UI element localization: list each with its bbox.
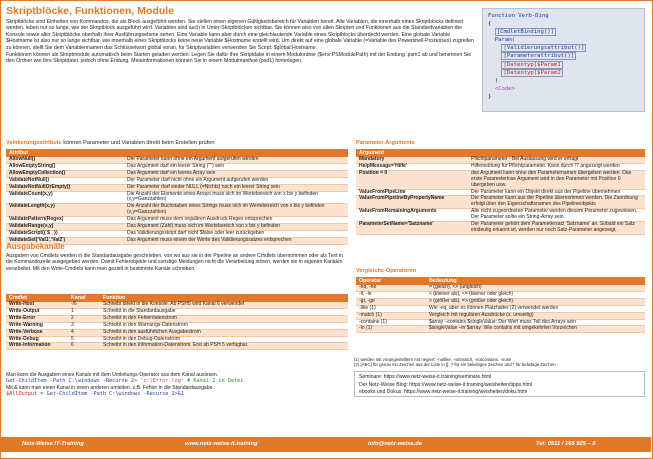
cell-description: Die Anzahl der Elemente eines Arrays muss sich im Wertebereich von x bis y befinden (x,y=Ganzzahlen)	[124, 191, 348, 204]
cell-function: Schreibt in den Warnungs-Datenstrom	[100, 322, 348, 329]
ausgabe-heading: Ausgabekanäle	[6, 242, 65, 251]
table-row	[6, 308, 348, 315]
validation-table	[6, 149, 348, 245]
cell-cmdlet: Write-Information	[6, 343, 68, 350]
cell-argument: ParameterSetName='Satzname'	[356, 222, 468, 235]
code-line: {	[488, 21, 492, 28]
param-args-table	[356, 149, 645, 235]
code-line	[488, 69, 639, 77]
column-header: Argument	[356, 149, 468, 157]
cell-argument: ValueFromRemainingArguments	[356, 209, 468, 222]
cell-attribute: AllowEmptyCollection()	[6, 170, 124, 177]
cell-operator: -lt, -le	[356, 291, 426, 298]
redirect-code-1: Get-ChildItem -Path C:\windows -Recurse 2> 'c:\Error.log' # Kanal 2 in Datei	[6, 378, 244, 385]
cell-description: das Argument kann ohne den Parameternamen übergeben werden. Das erste Parameterlose Argument wird in den Parameter mit Position 0 übergeben usw.	[468, 170, 645, 189]
code-line	[488, 52, 639, 60]
code-token: [Validierungsattribut()]	[503, 45, 585, 52]
blog-link[interactable]: Der Netz-Weise Blog: https://www.netz-weise-it.training/weisheiten/tipps.html	[359, 381, 533, 388]
redirect-text-1: Man kann die Ausgaben eines Kanals mit dem Umleitungs-Operator aus dem Kanal auslesen.	[6, 372, 219, 378]
column-header: Kanal	[68, 294, 100, 302]
cell-description: Alle nicht zugeordneten Parameter werden diesem Parameter zugewiesen. Der Parameter sollte ein String-Array sein.	[468, 209, 645, 222]
cell-attribute: AllowNull()	[6, 157, 124, 163]
cell-attribute: ValidatePattern(Regex)	[6, 217, 124, 224]
cell-channel: -/6	[68, 302, 100, 308]
footer-phone: Tel: 0511 / 165 925 – 0	[536, 441, 596, 447]
cell-cmdlet: Write-Error	[6, 315, 68, 322]
cell-channel: 2	[68, 315, 100, 322]
column-header: Funktion	[100, 294, 348, 302]
cell-description: Der Parameter darf nicht ohne ein Argument aufgerufen werden	[124, 177, 348, 184]
cell-attribute: ValidateLength(x,y)	[6, 204, 124, 217]
cell-description: Die Anzahl der Buchstaben eines Strings muss sich im Wertebereich von x bis y befinden (x,y=Ganzzahlen)	[124, 204, 348, 217]
cell-attribute: AllowEmptyString()	[6, 163, 124, 170]
page-title: Skriptblöcke, Funktionen, Module	[6, 5, 175, 17]
code-line	[488, 28, 639, 36]
code-token: [Datentyp]$Param1	[503, 61, 561, 68]
cell-argument: Mandatory	[356, 157, 468, 163]
code-token: [CmdletBinding()]	[496, 29, 555, 36]
code-line	[488, 44, 639, 52]
cell-function: Schreibt in den ausführlichen Ausgabestrom	[100, 329, 348, 336]
table-row	[356, 326, 645, 333]
redirect-explanation	[6, 372, 348, 397]
table-row	[356, 312, 645, 319]
footer-bar	[0, 437, 651, 452]
table-row	[6, 329, 348, 336]
validation-heading: Validierungsattribute können Parameter und Variablen direkt beim Erstellen prüfen	[6, 140, 215, 146]
footer-company: Netz-Weise IT-Training	[22, 441, 84, 447]
cell-channel: 4	[68, 329, 100, 336]
code-line	[488, 77, 639, 85]
cell-operator: -gt, -ge	[356, 298, 426, 305]
code-token: Param(	[494, 37, 515, 44]
column-header: Attribut	[6, 149, 124, 157]
cell-operator: -eq, -ne	[356, 285, 426, 291]
ebooks-link[interactable]: ebooks und Dokus: https://www.netz-weise-it.training/weisheiten/doku.html	[359, 389, 528, 396]
cell-description: Der Parameter kann ein Objekt direkt aus der Pipeline übernehmen	[468, 189, 645, 196]
table-row	[356, 222, 645, 235]
table-row	[6, 191, 348, 204]
cell-description: Der Parameter gehört dem Parametersatz 'Satzname' an. Sobald ein Satz eindeutig erkannt ist, werden nur noch Satz-Parameter angezeigt.	[468, 222, 645, 235]
table-row	[6, 184, 348, 191]
cell-description: Der Parameter darf weder NULL (=Nichts) noch ein leerer String sein	[124, 184, 348, 191]
seminar-link[interactable]: Seminare: https://www.netz-weise-it.training/seminare.html	[359, 374, 492, 380]
cell-description: Der Parameter kann aus der Pipeline übernommen werden. Die Zuordnung erfolgt über den Eigenschaftsnamen des Pipelineobjekts	[468, 196, 645, 209]
cell-attribute: ValidateNotNull()	[6, 177, 124, 184]
column-header: Operator	[356, 277, 426, 285]
code-line	[488, 85, 639, 93]
cell-function: Schreibt in die Standardausgabe	[100, 308, 348, 315]
cell-cmdlet: Write-Verbose	[6, 329, 68, 336]
operators-heading: Vergleichs-Operatoren	[356, 268, 416, 274]
code-token: <Code>	[494, 85, 515, 92]
cell-channel: 5	[68, 336, 100, 343]
cell-attribute: ValidateCount(x,y)	[6, 191, 124, 204]
cell-operator: -in (1)	[356, 326, 426, 333]
code-line: Function Verb-Ding	[488, 13, 549, 19]
cell-argument: ValueFromPipelineByPropertyName	[356, 196, 468, 209]
column-header: Bedeutung	[426, 277, 645, 285]
cell-argument: ValueFromPipeLine	[356, 189, 468, 196]
table-row	[356, 170, 645, 189]
cell-description: Das Argument darf ein leerer String ("") sein	[124, 163, 348, 170]
code-line: }	[488, 93, 492, 100]
param-args-heading: Parameter-Argumente	[356, 140, 415, 146]
cell-argument: Position = 0	[356, 170, 468, 189]
redirect-code-2: $AllOutput = Get-ChildItem -Path C:\windows -Recurse 2>&1	[6, 390, 185, 397]
cell-meaning: $array –contains $singleValue: Der Wert muss Teil des Arrays sein	[426, 319, 645, 326]
cell-attribute: ValidateScript({ $_ })	[6, 230, 124, 237]
cell-meaning: Vergleich mit regulären Ausdrücke (s. umseitig)	[426, 312, 645, 319]
cell-description: Hilfemeldung für Pflichtparameter. Kann durch !? angezeigt werden	[468, 163, 645, 170]
cell-meaning: = (gleich), <> (ungleich)	[426, 285, 645, 291]
cell-description: Das Argument (Zahl) muss sich im Wertebereich von x bis y befinden	[124, 224, 348, 231]
cell-channel: 6	[68, 343, 100, 350]
cell-meaning: < (kleiner als), <= (kleiner oder gleich)	[426, 291, 645, 298]
cell-cmdlet: Write-Warning	[6, 322, 68, 329]
cell-operator: -match (1)	[356, 312, 426, 319]
cell-attribute: ValidateSet('Val1','Val2')	[6, 237, 124, 244]
cell-cmdlet: Write-Debug	[6, 336, 68, 343]
operators-table	[356, 277, 645, 333]
cell-description: Das Argument muss dem regulären Ausdruck Regex entsprechen	[124, 217, 348, 224]
cell-description: Pflichtparameter - Bei Auslassung wird er erfragt	[468, 157, 645, 163]
cell-function: Schreibt in den Information-Datenstrom. Erst ab PSH 5 verfügbar.	[100, 343, 348, 350]
code-token: )	[494, 77, 499, 84]
cell-cmdlet: Write-Host	[6, 302, 68, 308]
code-token: [Parameterattribut()]	[503, 53, 575, 60]
cell-meaning: Wie -eq, aber es können Platzhalter (2) verwendet werden	[426, 305, 645, 312]
operator-footnotes	[354, 357, 644, 367]
table-row	[356, 209, 645, 222]
code-token: [Datentyp]$Param2	[503, 69, 561, 76]
cell-description: Das Argument darf ein leeres Array sein	[124, 170, 348, 177]
cell-channel: 3	[68, 322, 100, 329]
code-line	[488, 36, 639, 44]
cell-argument: HelpMessage='Hilfe'	[356, 163, 468, 170]
cell-description: Das Argument muss einem der Werte des Validierungssatzes entsprechen	[124, 237, 348, 244]
column-header: Cmdlet	[6, 294, 68, 302]
footnote-2: (2) [ABC] für genau ein Zeichen aus der Liste in [], ? für ein beliebiges Zeichen und * für beliebige Zeichen	[354, 362, 556, 368]
cell-function: Schreibt direkt in die Konsole. Ab PSH5 wird Kanal 6 verwendet	[100, 302, 348, 308]
cell-description: Der Parameter kann ohne ein Argument aufgerufen werden	[124, 157, 348, 163]
function-template-code	[482, 8, 645, 112]
cell-meaning: $singleValue –in $array: Wie contains mit umgekehrten Vorzeichen	[426, 326, 645, 333]
footer-email[interactable]: info@netz-weise.de	[368, 441, 422, 447]
footer-website[interactable]: www.netz-weise-it.training	[185, 441, 258, 447]
intro-paragraph-1: Skriptblöcke sind Einheiten von Kommandos, die als Block ausgeführt werden. Sie stellen einen eigenen Gültigkeitsbereich für Variablen bereit. Alle Variablen, die innerhalb eines Skriptblocks definiert werden, leben nur so lange, wie der Skriptblock ausgeführt wird. Variablen sind auch in Unter-Skriptblöcken sichtbar. Sie können also von allen Skripten und Funktionen aus die Standardvariablen der Konsole sowie aller Skriptblöcke oberhalb ihrer Ausführungsebene sehen. Eine Variable kann aber durch eine gleichlautende Variable eines Skriptblocks überdeckt werden. Eine globale Variable $Hostname ist also nur so lange sichtbar, wie innerhalb eines Skriptblocks keine neue Variable $Hostname erstellt wird. Um direkt auf eine globale Variable (=Variable des Powershell-Prozesses) zugreifen zu können, stellt Sie dem Variablennamen das Schlüsselwort global voran, für Skriptvariablen verwenden Sie Script: $global:Hostname.	[6, 19, 474, 51]
intro-paragraph-2: Funktionen können als Skriptmodule automatisch beim Starten geladen werden. Legen Sie dafür Ihre Skriptdatei in einem Modulordner ($env:PSModulePath) mit der Endung .psm1 ab und benennen Sie den Ordner wie Ihre Skriptdatei, jedoch ohne Endung. Metainformationen können Sie in einem Modulmanifest (psd1) hinterlegen.	[6, 52, 472, 65]
table-row	[6, 204, 348, 217]
cell-function: Schreibt in den Debug-Datenstrom	[100, 336, 348, 343]
cell-attribute: ValidateRange(x,y)	[6, 224, 124, 231]
cell-cmdlet: Write-Output	[6, 308, 68, 315]
code-line	[488, 61, 639, 69]
intro-text	[6, 19, 474, 66]
seminar-links-box	[354, 371, 645, 397]
table-header	[356, 277, 645, 285]
cell-description: Das Validierungsskript darf nicht $false oder leer zurückgeben	[124, 230, 348, 237]
table-row	[6, 343, 348, 350]
footnote-1: (1) werden mit vorangestelltem not negiert: -notlike, -notmatch, -notcontains, -notin	[354, 357, 512, 362]
cell-operator: -like (1)	[356, 305, 426, 312]
redirect-text-2: Mit & kann man einen Kanal in einen anderen umleiten, z.B. Fehler in die Standardausgabe.	[6, 384, 214, 391]
table-row	[356, 196, 645, 209]
output-channels-table	[6, 294, 348, 350]
cell-channel: 1	[68, 308, 100, 315]
cell-operator: -contains (1)	[356, 319, 426, 326]
cell-meaning: > (größer als), => (größer oder gleich)	[426, 298, 645, 305]
ausgabe-text: Ausgaben von Cmdlets werden in die Standardausgabe geschrieben, von wo aus sie in der Pipeline an andere Cmdlets übernommen oder als Text in die Kommandozeile ausgegeben werden. Damit Fehlerobjekte und sonstige Meldungen nicht die Verarbeitung stören, werden sie in eigenen Kanälen verarbeitet. Mit den Write-Cmdlets kann man gezielt in bestimmte Kanäle schreiben.	[6, 253, 343, 272]
cell-attribute: ValidateNotNullOrEmpty()	[6, 184, 124, 191]
cell-function: Schreibt in den Fehlerdatenstrom	[100, 315, 348, 322]
